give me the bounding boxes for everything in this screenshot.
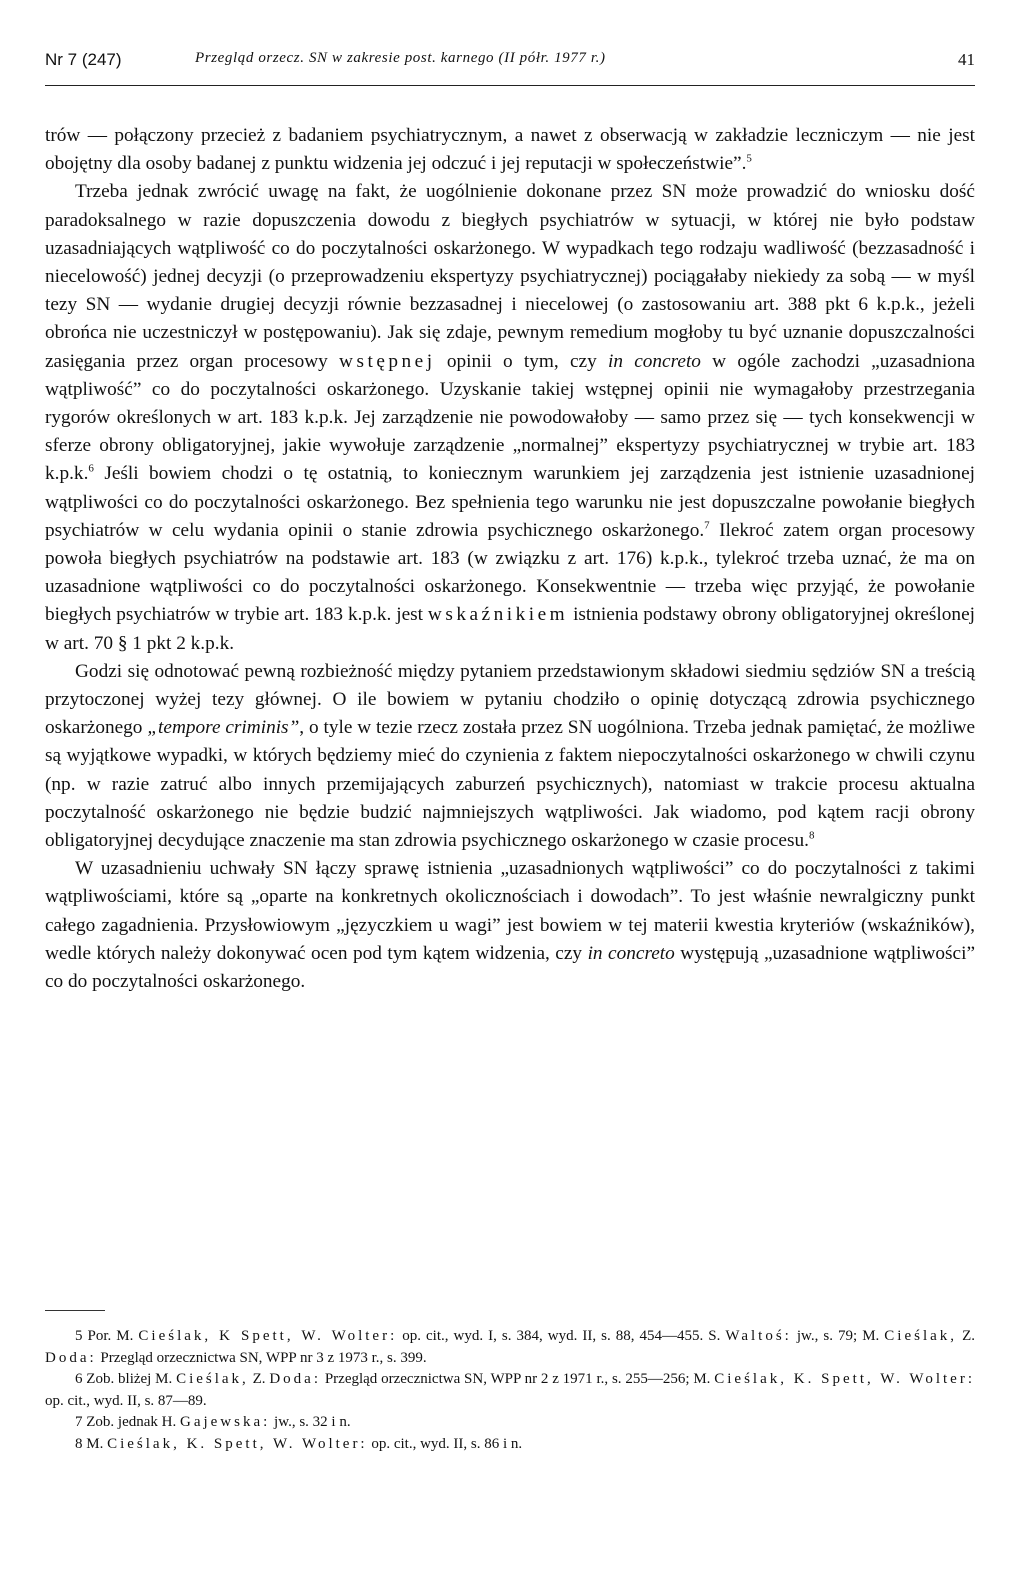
emphasis-italic: in concreto [607, 350, 701, 372]
body-text [45, 122, 975, 996]
emphasis-spaced: wskaźnikiem [427, 604, 569, 626]
footnote: 7 Zob. jednak H. Gajewska: jw., s. 32 i n. [75, 1414, 351, 1430]
running-header [45, 44, 975, 74]
footnote: 8 M. Cieślak, K. Spett, W. Wolter: op. cit., wyd. II, s. 86 i n. [75, 1435, 523, 1452]
emphasis-spaced: wstępnej [339, 350, 436, 372]
footnote-ref: 8 [808, 829, 815, 842]
footnote-ref: 6 [88, 463, 94, 476]
footnote: 5 Por. M. Cieślak, K Spett, W. Wolter: op. cit., wyd. I, s. 384, wyd. II, s. 88, 454—455. S. Waltoś: jw., s. 79; M. Cieślak, Z. Doda: Przegląd orzecznictwa SN, WPP nr 3 z 1973 r., s. 399. [45, 1328, 975, 1366]
footnote-ref: 7 [704, 519, 710, 532]
paragraph: W uzasadnieniu uchwały SN łączy sprawę istnienia „uzasadnionych wątpliwości” co do poczytalności z takimi wątpliwościami, które są „oparte na konkretnych okolicznościach i dowodach”. To jest właśnie newralgiczny punkt całego zagadnienia. Przysłowiowym „języczkiem u wagi” jest bowiem w tej materii kwestia kryteriów (wskaźników), wedle których należy dokonywać ocen pod tym kątem widzenia, czy in concreto występują „uzasadnione wątpliwości” co do poczytalności oskarżonego. [45, 858, 976, 993]
footnotes [45, 1326, 975, 1455]
journal-issue-number: Nr 7 (247) [45, 50, 122, 69]
running-title: Przegląd orzecz. SN w zakresie post. karnego (II półr. 1977 r.) [195, 50, 606, 66]
paragraph: trów — połączony przecież z badaniem psychiatrycznym, a nawet z obserwacją w zakładzie leczniczym — nie jest obojętny dla osoby badanej z punktu widzenia jej odczuć i jej reputacji w społeczeństwie”.$^5$ [45, 125, 975, 175]
footnote-separator [45, 1310, 105, 1311]
emphasis-italic: in concreto [587, 942, 675, 964]
paragraph: Trzeba jednak zwrócić uwagę na fakt, że uogólnienie dokonane przez SN może prowadzić do wniosku dość paradoksalnego w razie dopuszczenia dowodu z biegłych psychiatrów w sytuacji, w której nie było podstaw uzasadniających wątpliwość co do poczytalności oskarżonego. W wypadkach tego rodzaju wadliwość (bezzasadność i niecelowość) jednej decyzji (o przeprowadzeniu ekspertyzy psychiatrycznej) pociągałaby niekiedy za sobą — w myśl tezy SN — wydanie drugiej decyzji równie bezzasadnej i niecelowej (o zastosowaniu art. 388 pkt 6 k.p.k., jeżeli obrońca nie uczestniczył w postępowaniu). Jak się zdaje, pewnym remedium mogłoby tu być uznanie dopuszczalności zasięgania przez organ procesowy wstępnej opinii o tym, czy in concreto w ogóle zachodzi „uzasadniona wątpliwość” co do poczytalności oskarżonego. Uzyskanie takiej wstępnej opinii nie wymagałoby przestrzegania rygorów określonych w art. 183 k.p.k. Jej zarządzenie nie powodowałoby — samo przez się — tych konsekwencji w sferze obrony obligatoryjnej, jakie wywołuje zarządzenie „normalnej” ekspertyzy psychiatrycznej w trybie art. 183 k.p.k.$^6$ Jeśli bowiem chodzi o tę ostatnią, to koniecznym warunkiem jej zarządzenia jest istnienie uzasadnionej wątpliwości co do poczytalności oskarżonego. Bez spełnienia tego warunku nie jest dopuszczalne powołanie biegłych psychiatrów w celu wydania opinii o stanie zdrowia psychicznego oskarżonego.$^7$ Ilekroć zatem organ procesowy powoła biegłych psychiatrów na podstawie art. 183 (w związku z art. 176) k.p.k., tylekroć trzeba uznać, że ma on uzasadnione wątpliwości co do poczytalności oskarżonego. Konsekwentnie — trzeba więc przyjąć, że powołanie biegłych psychiatrów w trybie art. 183 k.p.k. jest wskaźnikiem istnienia podstawy obrony obligatoryjnej określonej w art. 70 § 1 pkt 2 k.p.k. [45, 181, 976, 654]
header-rule [45, 85, 975, 86]
footnote: 6 Zob. bliżej M. Cieślak, Z. Doda: Przegląd orzecznictwa SN, WPP nr 2 z 1971 r., s. 255—256; M. Cieślak, K. Spett, W. Wolter: op. cit., wyd. II, s. 87—89. [45, 1371, 975, 1409]
emphasis-italic: „tempore criminis” [147, 717, 300, 739]
paragraph: Godzi się odnotować pewną rozbieżność między pytaniem przedstawionym składowi siedmiu sędziów SN a treścią przytoczonej wyżej tezy głównej. O ile bowiem w pytaniu chodziło o opinię dotyczącą zdrowia psychicznego oskarżonego „tempore criminis”, o tyle w tezie rzecz została przez SN uogólniona. Trzeba jednak pamiętać, że możliwe są wyjątkowe wypadki, w których będziemy mieć do czynienia z faktem niepoczytalności oskarżonego w chwili czynu (np. w razie zatruć albo innych przemijających zaburzeń psychicznych), natomiast w trakcie procesu aktualna poczytalność oskarżonego nie będzie budzić najmniejszych wątpliwości. Jak wiadomo, pod kątem racji obrony obligatoryjnej decydujące znaczenie ma stan zdrowia psychicznego oskarżonego w czasie procesu.$^8$ [45, 660, 976, 852]
footnote-ref: 5 [746, 152, 752, 165]
page-number: 41 [958, 50, 975, 69]
